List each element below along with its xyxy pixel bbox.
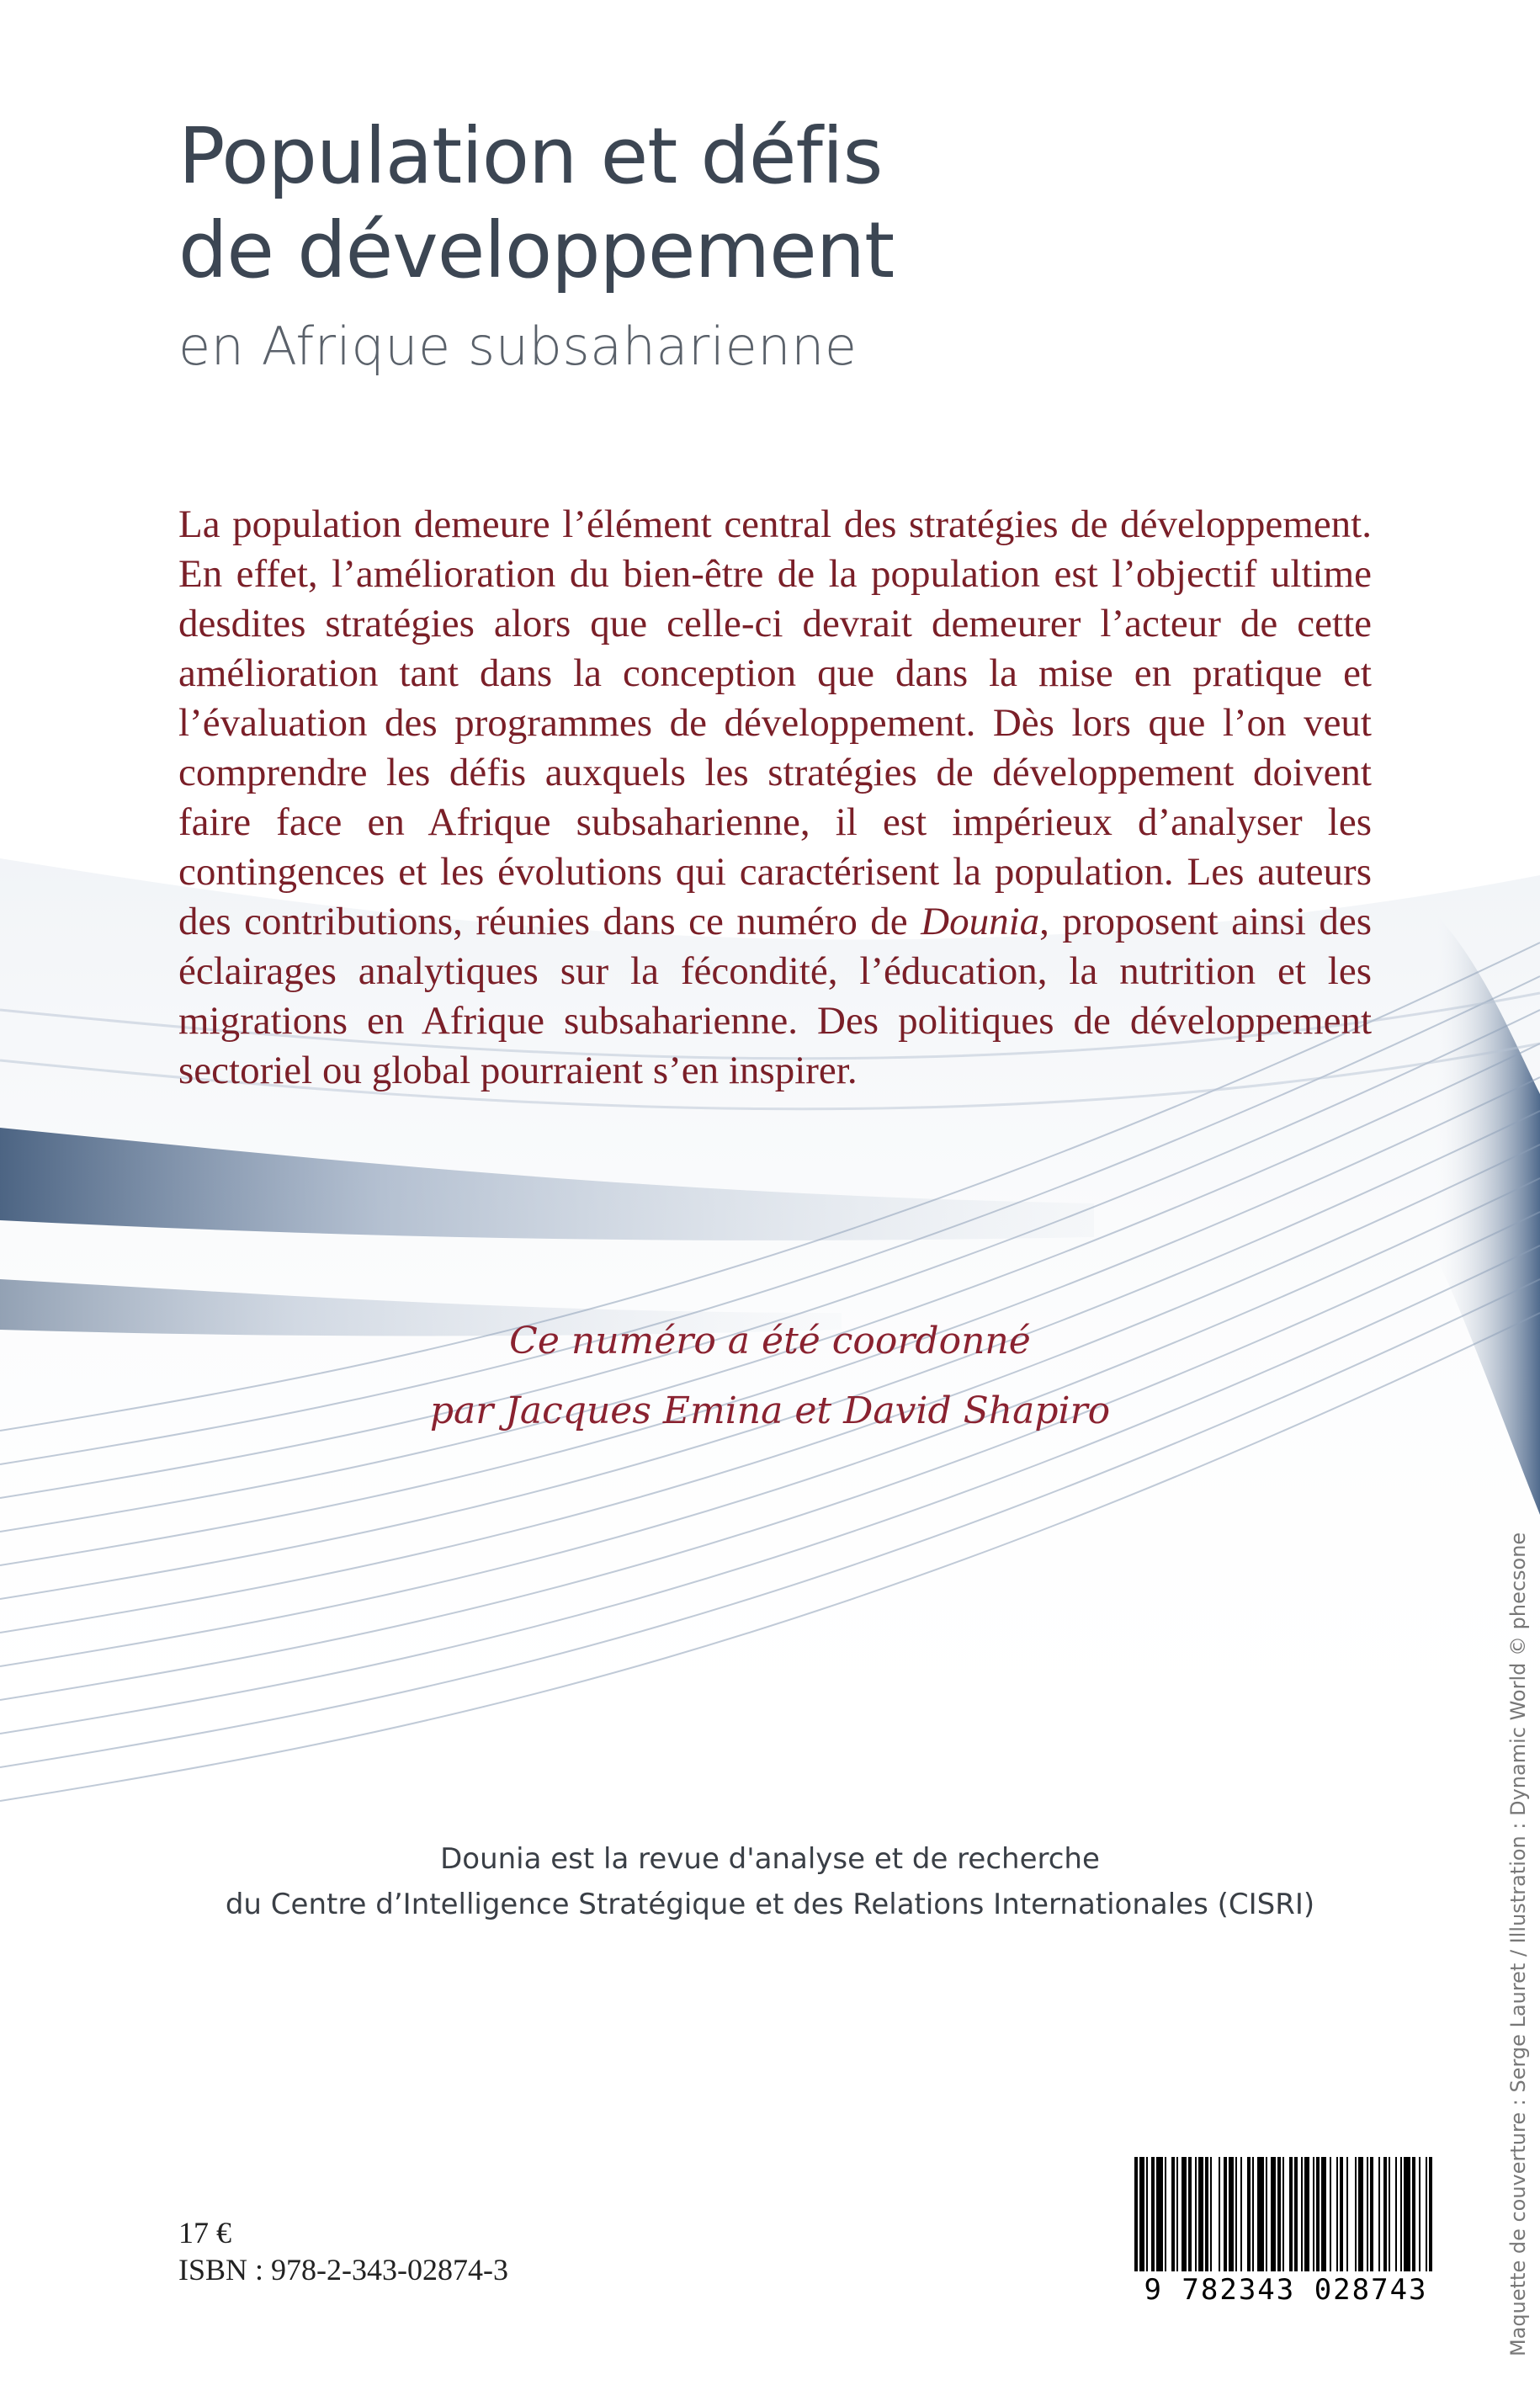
book-title bbox=[178, 109, 894, 298]
book-subtitle: en Afrique subsaharienne bbox=[178, 316, 858, 377]
coordination-line-1: Ce numéro a été coordonné bbox=[509, 1320, 1031, 1362]
barcode-bar bbox=[1301, 2157, 1303, 2271]
barcode-bar bbox=[1171, 2157, 1175, 2271]
barcode-bar bbox=[1426, 2157, 1427, 2271]
barcode-bar bbox=[1313, 2157, 1314, 2271]
barcode-bar bbox=[1429, 2157, 1432, 2271]
barcode-bar bbox=[1151, 2157, 1155, 2271]
barcode-bar bbox=[1229, 2157, 1234, 2271]
barcode-bar bbox=[1134, 2157, 1138, 2271]
barcode-bar bbox=[1336, 2157, 1338, 2271]
barcode-bar bbox=[1205, 2157, 1208, 2271]
title-line-2: de développement bbox=[178, 205, 895, 295]
barcode-bar bbox=[1176, 2157, 1178, 2271]
barcode-bar bbox=[1282, 2157, 1284, 2271]
barcode-digits: 9 782343 028743 bbox=[1144, 2273, 1428, 2307]
isbn: ISBN : 978-2-343-02874-3 bbox=[178, 2253, 508, 2287]
summary-text bbox=[178, 500, 1372, 1096]
revue-line-1: Dounia est la revue d'analyse et de recherche bbox=[440, 1842, 1100, 1876]
price: 17 € bbox=[178, 2216, 231, 2250]
barcode-bar bbox=[1182, 2157, 1187, 2271]
coordination-line-2: par Jacques Emina et David Shapiro bbox=[429, 1389, 1111, 1432]
barcode-bar bbox=[1412, 2157, 1415, 2271]
barcode-bar bbox=[1404, 2157, 1410, 2271]
cover-credit: Maquette de couverture : Serge Lauret / Illustration : Dynamic World © phecsone bbox=[1506, 1532, 1530, 2356]
barcode-bar bbox=[1247, 2157, 1251, 2271]
barcode-bar bbox=[1165, 2157, 1166, 2271]
summary-part-2: , proposent ainsi des éclairages analytiques sur la fécondité, l’éducation, la nutrition et les migrations en Afrique subsaharienne. Des politiques de développement sectoriel ou global pourraient s’en inspirer. bbox=[178, 900, 1373, 1092]
barcode-bar bbox=[1400, 2157, 1402, 2271]
barcode-bar bbox=[1389, 2157, 1390, 2271]
barcode-bar bbox=[1316, 2157, 1320, 2271]
barcode-bar bbox=[1358, 2157, 1363, 2271]
barcode-bar bbox=[1370, 2157, 1373, 2271]
barcode-bar bbox=[1210, 2157, 1212, 2271]
barcode-bar bbox=[1289, 2157, 1293, 2271]
barcode-bars bbox=[1134, 2157, 1437, 2271]
barcode-bar bbox=[1383, 2157, 1387, 2271]
barcode-bar bbox=[1419, 2157, 1421, 2271]
barcode-bar bbox=[1198, 2157, 1203, 2271]
summary-part-1: La population demeure l’élément central des stratégies de développement. En effet, l’amélioration du bien-être de la population est l’objectif ultime desdites stratégies alors que celle-ci devrait demeurer l’acteur de cette amélioration tant dans la conception que dans la mise en pratique et l’évaluation des programmes de développement. Dès lors que l’on veut comprendre les défis auxquels les stratégies de développement doivent faire face en Afrique subsaharienne, il est impérieux d’analyser les contingences et les évolutions qui caractérisent la population. Les auteurs des contributions, réunies dans ce numéro de bbox=[178, 502, 1372, 943]
barcode-bar bbox=[1378, 2157, 1380, 2271]
barcode bbox=[1126, 2150, 1446, 2310]
barcode-bar bbox=[1257, 2157, 1264, 2271]
title-line-1: Population et défis bbox=[178, 111, 883, 201]
barcode-bar bbox=[1271, 2157, 1276, 2271]
barcode-bar bbox=[1330, 2157, 1331, 2271]
barcode-bar bbox=[1346, 2157, 1348, 2271]
barcode-bar bbox=[1321, 2157, 1326, 2271]
barcode-bar bbox=[1235, 2157, 1237, 2271]
barcode-bar bbox=[1294, 2157, 1298, 2271]
coordination-note bbox=[337, 1306, 1203, 1446]
journal-description bbox=[0, 1836, 1540, 1927]
barcode-bar bbox=[1188, 2157, 1192, 2271]
barcode-bar bbox=[1355, 2157, 1357, 2271]
barcode-bar bbox=[1340, 2157, 1343, 2271]
barcode-bar bbox=[1252, 2157, 1254, 2271]
barcode-bar bbox=[1146, 2157, 1148, 2271]
barcode-bar bbox=[1277, 2157, 1281, 2271]
barcode-bar bbox=[1224, 2157, 1227, 2271]
barcode-bar bbox=[1240, 2157, 1242, 2271]
barcode-bar bbox=[1219, 2157, 1220, 2271]
revue-line-2: du Centre d’Intelligence Stratégique et des Relations Internationales (CISRI) bbox=[225, 1888, 1315, 1921]
barcode-bar bbox=[1367, 2157, 1368, 2271]
journal-name: Dounia bbox=[921, 900, 1040, 943]
barcode-bar bbox=[1156, 2157, 1163, 2271]
barcode-bar bbox=[1266, 2157, 1267, 2271]
barcode-bar bbox=[1139, 2157, 1144, 2271]
barcode-bar bbox=[1395, 2157, 1397, 2271]
barcode-bar bbox=[1195, 2157, 1197, 2271]
barcode-bar bbox=[1304, 2157, 1309, 2271]
